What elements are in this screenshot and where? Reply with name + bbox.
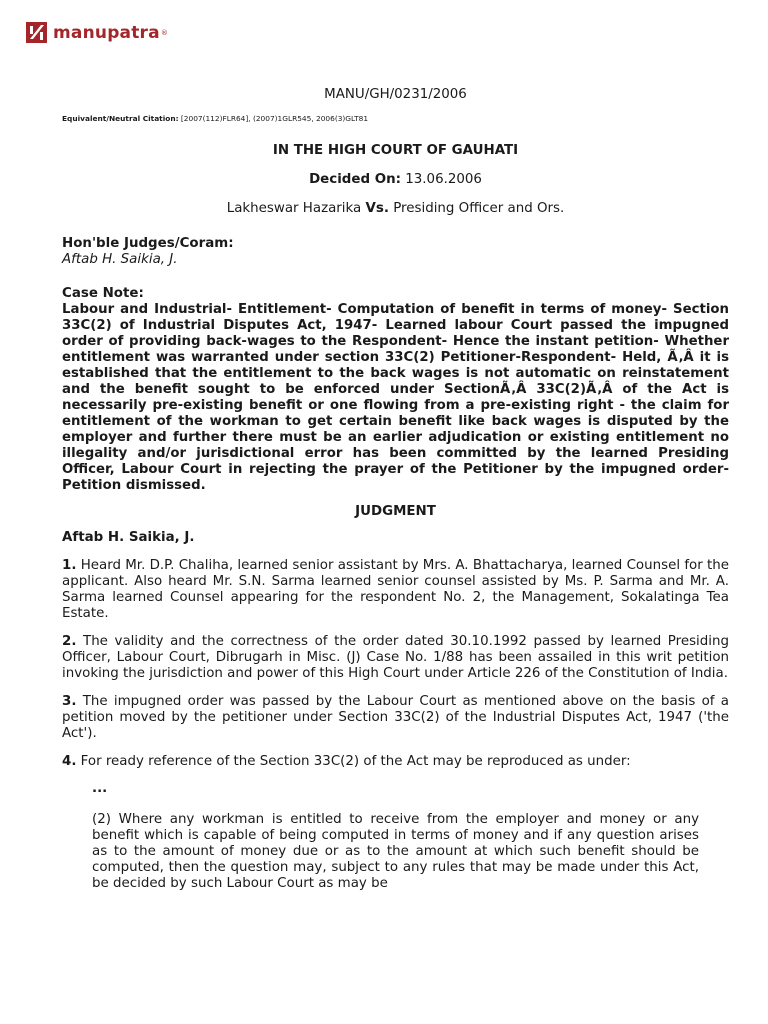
paragraph-text: Heard Mr. D.P. Chaliha, learned senior assistant by Mrs. A. Bhattacharya, learned Counsel for the applicant. Also heard Mr. S.N. Sarma learned senior counsel assisted by Ms. P. Sarma and Mr. A. Sarma learned Counsel appearing for the respondent No. 2, the Management, Sokalatinga Tea Estate.: [62, 558, 729, 621]
paragraph-3: [62, 694, 729, 742]
manupatra-logo: [26, 19, 168, 47]
court-name: IN THE HIGH COURT OF GAUHATI: [272, 143, 519, 158]
judgment-author: Aftab H. Saikia, J.: [62, 530, 195, 545]
paragraph-2: [62, 634, 729, 682]
brand-name: manupatra: [53, 23, 160, 43]
quoted-statute-text: (2) Where any workman is entitled to receive from the employer and money or any benefit which is capable of being computed in terms of money and if any question arises as to the amount of money due or as to the amount at which such benefit should be computed, then the question may, subject to any rules that may be made under this Act, be decided by such Labour Court as may be: [92, 812, 699, 891]
equivalent-citation-value: [2007(112)FLR64], (2007)1GLR545, 2006(3)GLT81: [180, 114, 369, 123]
decided-on: [62, 172, 729, 188]
respondent-name: Presiding Officer and Ors.: [393, 201, 565, 216]
versus-label: Vs.: [365, 201, 389, 216]
paragraph-text: The validity and the correctness of the order dated 30.10.1992 passed by learned Presiding Officer, Labour Court, Dibrugarh in Misc. (J) Case No. 1/88 has been assailed in this writ petition invoking the jurisdiction and power of this High Court under Article 226 of the Constitution of India.: [62, 634, 729, 681]
paragraph-text: For ready reference of the Section 33C(2) of the Act may be reproduced as under:: [80, 754, 631, 769]
judgment-document: [62, 86, 729, 892]
paragraph-number: 2.: [62, 634, 77, 649]
paragraph-text: The impugned order was passed by the Labour Court as mentioned above on the basis of a petition moved by the petitioner under Section 33C(2) of the Industrial Disputes Act, 1947 ('the Act').: [62, 694, 729, 741]
brand-reg-mark: ®: [160, 29, 168, 37]
equivalent-citation: [62, 114, 729, 123]
quote-ellipsis: ...: [92, 781, 108, 796]
paragraph-4: [62, 754, 729, 770]
paragraph-1: [62, 558, 729, 622]
paragraph-number: 3.: [62, 694, 77, 709]
case-parties: [62, 201, 729, 217]
petitioner-name: Lakheswar Hazarika: [226, 201, 362, 216]
case-note-text: Labour and Industrial- Entitlement- Computation of benefit in terms of money- Section 33C(2) of Industrial Disputes Act, 1947- Learned labour Court passed the impugned order of providing back-wages to the Respondent- Hence the instant petition- Whether entitlement was warranted under section 33C(2) Petitioner-Respondent- Held, Ã‚Â it is established that the entitlement to the back wages is not automatic on reinstatement and the benefit sought to be enforced under SectionÃ‚Â 33C(2)Ã‚Â of the Act is necessarily pre-existing benefit or one flowing from a pre-existing right - the claim for entitlement of the workman to get certain benefit like back wages is disputed by the employer and further there must be an earlier adjudication or existing entitlement no illegality and/or jurisdictional error has been committed by the learned Presiding Officer, Labour Court in rejecting the prayer of the Petitioner by the impugned order- Petition dismissed.: [62, 302, 729, 493]
decided-on-label: Decided On:: [309, 172, 401, 187]
decided-on-date: 13.06.2006: [405, 172, 482, 187]
coram-judge: Aftab H. Saikia, J.: [62, 252, 178, 267]
paragraph-number: 1.: [62, 558, 77, 573]
equivalent-citation-label: Equivalent/Neutral Citation:: [62, 114, 179, 123]
paragraph-number: 4.: [62, 754, 77, 769]
citation-id: MANU/GH/0231/2006: [324, 87, 467, 102]
judgment-heading: JUDGMENT: [355, 504, 436, 519]
coram-heading: Hon'ble Judges/Coram:: [62, 236, 234, 251]
case-note-heading: Case Note:: [62, 286, 144, 301]
manupatra-logo-icon: [26, 21, 48, 45]
